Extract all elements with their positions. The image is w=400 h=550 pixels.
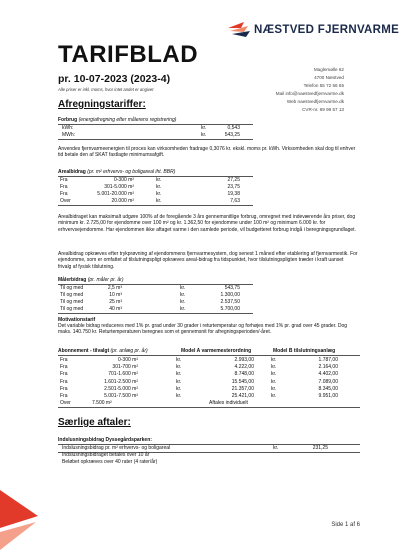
abon-currency-a: kr.	[176, 371, 182, 378]
maaler-currency: kr.	[180, 285, 186, 291]
saerlige-value: 231,25	[312, 445, 328, 451]
abon-range: 1.601-2.500 m²	[104, 378, 138, 385]
arealbidrag-paragraph-2: Arealbidrag opkræves efter trykprøvning af ejendommens fjernvarmesystem, dog senest 1 måned efter etablering af fjernvarmestik. For ejendomme, som er omfattet af tilslutningspligt opkræves areal-bidrag fra tidspunktet, hvor tilslutningspligten træder i kraft uanset frivalg af fysisk tilslutning.	[58, 251, 358, 270]
contact-phone: Telefon 55 72 56 65	[303, 83, 344, 88]
motivation-label: Motivationstarif	[58, 317, 96, 323]
divider	[58, 205, 253, 206]
maaler-currency: kr.	[180, 292, 186, 298]
maaler-value: 5.700,00	[220, 306, 240, 312]
section-heading-afregning: Afregningstariffer:	[58, 99, 146, 110]
contact-web[interactable]: Web naestvedfjernvarme.dk	[286, 99, 344, 104]
abonnement-col-a: Model A varmemesterordning	[181, 348, 252, 354]
page-title: TARIFBLAD	[58, 41, 199, 68]
abon-value-a: 15.545,00	[231, 378, 254, 385]
section-heading-saerlige: Særlige aftaler:	[58, 417, 131, 428]
abon-from: Fra	[60, 378, 68, 385]
maaler-size: 40 m³	[109, 306, 122, 312]
maaler-currency: kr.	[180, 299, 186, 305]
abon-currency-b: kr.	[271, 357, 277, 363]
maaler-label: Til og med	[60, 299, 84, 305]
arealbidrag-label: Arealbidrag	[58, 169, 86, 175]
abon-currency-b: kr.	[271, 364, 277, 371]
abonnement-col-b: Model B tilslutningsanlæg	[273, 348, 336, 354]
abonnement-label: Abonnement - tilvalgt	[58, 348, 110, 354]
abon-value-b: 4.402,00	[318, 371, 338, 378]
forbrug-unit: MWh:	[62, 132, 76, 138]
abonnement-last-text: Aftales individuelt	[209, 400, 248, 406]
areal-currency: kr.	[156, 191, 162, 197]
abon-from: Fra	[60, 371, 68, 378]
abon-value-a: 4.222,00	[234, 364, 254, 371]
page-number: Side 1 af 6	[331, 522, 360, 528]
abon-currency-b: kr.	[271, 371, 277, 378]
forbrug-heading	[58, 117, 176, 123]
maaler-currency: kr.	[180, 306, 186, 312]
abon-currency-a: kr.	[176, 364, 182, 371]
abon-value-a: 25.421,00	[231, 393, 254, 399]
abon-range: 5.001-7.500 m²	[104, 393, 138, 399]
saerlige-line-2: Indslusningsbidraget betales over 10 år	[62, 452, 150, 458]
saerlige-subheading: Indslusningsbidrag Dyssegårdsparken:	[58, 437, 152, 443]
areal-value: 23,75	[227, 184, 240, 190]
saerlige-line-3: Beløbet opkræves over 40 rater (4 rater/år)	[62, 459, 158, 465]
maaler-value: 1.300,00	[220, 292, 240, 298]
abon-value-b: 7.089,00	[318, 378, 338, 385]
contact-mail[interactable]: Mail info@naestvedfjernvarme.dk	[275, 91, 344, 96]
areal-from: Fra	[60, 191, 68, 197]
abon-from: Fra	[60, 393, 68, 399]
forbrug-label: Forbrug	[58, 117, 78, 123]
abon-value-b: 9.951,00	[318, 393, 338, 399]
areal-range: 0-300 m²	[113, 177, 134, 183]
maaler-value: 2.537,50	[220, 299, 240, 305]
divider	[58, 407, 360, 408]
brand-name: NÆSTVED FJERNVARME	[254, 24, 400, 36]
abon-value-a: 21.357,00	[231, 385, 254, 392]
arealbidrag-heading	[58, 169, 175, 175]
areal-range: 20.000 m²	[111, 198, 134, 204]
abonnement-note: (pr. anlæg pr. år)	[110, 348, 148, 354]
forbrug-note: (energiafregning efter målerens registrering)	[78, 117, 177, 123]
abon-range: 301-700 m²	[112, 364, 138, 371]
abon-value-b: 2.164,00	[318, 364, 338, 371]
maaler-size: 10 m³	[109, 292, 122, 298]
forbrug-unit: kWh:	[62, 125, 74, 131]
abon-value-b: 1.787,00	[318, 357, 338, 363]
areal-range: 5.001-20.000 m²	[97, 191, 134, 197]
divider	[58, 139, 253, 140]
arealbidrag-paragraph-1: Arealbidraget kan maksimalt udgøre 100% af de foregående 3 års gennemsnitlige forbrug, omregnet med indeværende års priser, dog minimum kr. 2.725,00 for ejendomme over 100 m² og kr. 1.362,50 for ejendomme under 100 m² og minimum 6.000 kr. for erhvervsejendomme. Har ejendommen ikke aftaget varme i den samlede periode, vil budgetteret forbrug indgå i beregningsgrundlaget.	[58, 214, 356, 233]
abonnement-last-b: 7.500 m²	[92, 400, 112, 406]
divider	[58, 124, 253, 125]
maaler-value: 543,75	[224, 285, 240, 291]
areal-currency: kr.	[156, 177, 162, 183]
abon-from: Fra	[60, 357, 68, 363]
abon-from: Fra	[60, 364, 68, 371]
maaler-label: Til og med	[60, 306, 84, 312]
abon-currency-a: kr.	[176, 393, 182, 399]
areal-value: 27,25	[227, 177, 240, 183]
abon-currency-b: kr.	[271, 393, 277, 399]
areal-from: Fra	[60, 177, 68, 183]
price-note: Alle priser er inkl. moms, hvor intet andet er angivet	[58, 87, 154, 92]
page-subtitle: pr. 10-07-2023 (2023-4)	[58, 73, 171, 85]
contact-city: 4700 Næstved	[314, 75, 344, 80]
contact-address: Maglemølle 62	[313, 67, 344, 72]
abon-value-b: 8.345,00	[318, 385, 338, 392]
areal-from: Fra	[60, 184, 68, 190]
saerlige-line-1: Indslusningsbidrag pr. m² erhvervs- og boligareal	[62, 445, 171, 451]
abon-value-a: 8.748,00	[234, 371, 254, 378]
abon-currency-a: kr.	[176, 385, 182, 392]
forbrug-value: 0,543	[227, 125, 240, 131]
maaler-size: 2,5 m³	[107, 285, 122, 291]
areal-currency: kr.	[156, 184, 162, 190]
forbrug-value: 543,25	[224, 132, 240, 138]
proces-paragraph: Anvendes fjernvarmeenergien til proces kan virksomheden fradrage 0,3076 kr. ekskl. moms pr. kWh. Virksomheden skal dog til enhver tid betale den af SKAT fastlagte minimumsafgift.	[58, 146, 356, 159]
maalerbidrag-label: Målerbidrag	[58, 277, 87, 283]
abon-from: Fra	[60, 385, 68, 392]
saerlige-currency: kr.	[273, 445, 279, 451]
divider	[58, 313, 253, 314]
maaler-size: 25 m³	[109, 299, 122, 305]
arealbidrag-note: (pr. m² erhvervs- og boligareal iht. BBR)	[87, 169, 176, 175]
abon-value-a: 2.993,00	[234, 357, 254, 363]
areal-currency: kr.	[156, 198, 162, 204]
areal-from: Over	[60, 198, 71, 204]
forbrug-currency: kr.	[201, 125, 207, 131]
divider	[58, 355, 360, 356]
contact-cvr: CVR-nr. 69 99 57 13	[302, 107, 344, 112]
areal-range: 301-5.000 m²	[104, 184, 134, 190]
flame-logo-icon	[228, 22, 250, 38]
abon-range: 0-300 m²	[117, 357, 138, 363]
maaler-label: Til og med	[60, 292, 84, 298]
areal-value: 19,38	[227, 191, 240, 197]
abon-currency-a: kr.	[176, 357, 182, 363]
contact-block	[276, 66, 344, 114]
forbrug-currency: kr.	[201, 132, 207, 138]
abon-range: 2.501-5.000 m²	[104, 385, 138, 392]
abon-currency-b: kr.	[271, 385, 277, 392]
brand-logo	[228, 22, 399, 38]
motivation-paragraph: Det variable bidrag reduceres med 1% pr. grad under 30 grader i returtemperatur og forhøjes med 1% pr. grad over 45 grader. Dog maks. 140.750 kr. Returtemperaturen beregnes som et gennemsnit for afregningsperioden/-året.	[58, 323, 348, 336]
maaler-label: Til og med	[60, 285, 84, 291]
corner-flame-icon	[0, 490, 40, 550]
abon-currency-b: kr.	[271, 378, 277, 385]
abon-range: 701-1.600 m²	[108, 371, 138, 378]
abonnement-last-a: Over	[60, 400, 71, 406]
abon-currency-a: kr.	[176, 378, 182, 385]
areal-value: 7,63	[230, 198, 240, 204]
maalerbidrag-note: (pr. måler pr. år)	[87, 277, 124, 283]
maalerbidrag-heading	[58, 277, 123, 283]
